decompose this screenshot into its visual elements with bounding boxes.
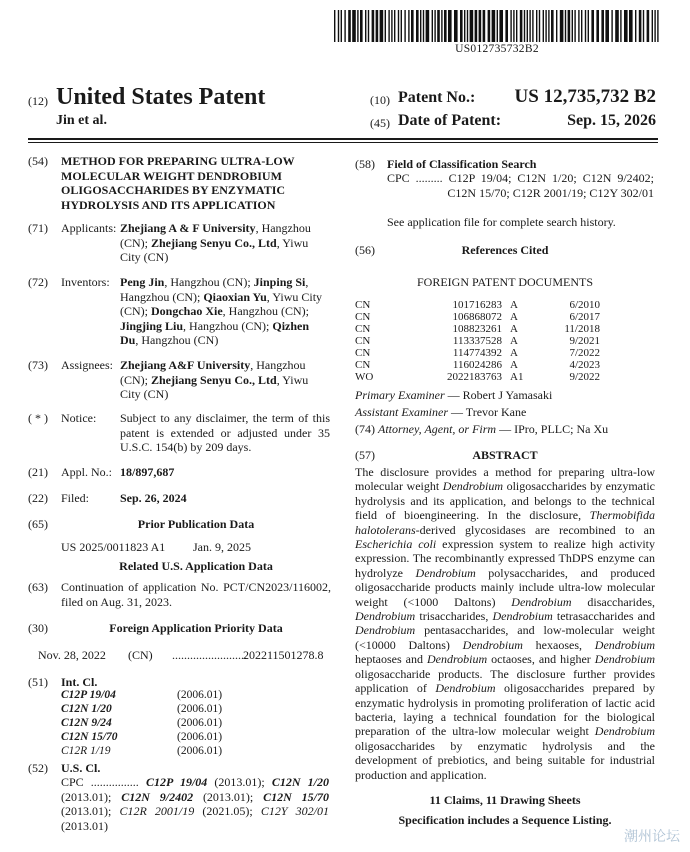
inventor-location: , Hangzhou (CN); (164, 275, 254, 289)
code-54: (54) (28, 154, 48, 168)
ref-date: 6/2010 (569, 299, 600, 311)
ref-number: 101716283 (452, 299, 502, 311)
primary-examiner (355, 388, 552, 403)
ref-number: 108823261 (452, 323, 502, 335)
reference-row (355, 359, 600, 371)
field-search-note: See application file for complete search history. (387, 215, 616, 229)
ref-kind: A (510, 299, 518, 311)
ref-country: CN (355, 299, 371, 311)
code-74: (74) (355, 422, 375, 436)
inventor-location: , Hangzhou (CN) (135, 333, 219, 347)
related-head: Related U.S. Application Data (119, 559, 273, 573)
abstract-italic-term: Dendrobium (442, 479, 503, 494)
abstract-segment: octaoses, and higher (487, 652, 595, 667)
assignee-location: , Yiwu City (CN) (120, 372, 309, 401)
cpc-code: C12N 9/2402 (121, 789, 194, 804)
abstract-segment: -derived glycosidases are recombined to an (415, 522, 655, 537)
document-title: United States Patent (56, 84, 266, 110)
primary-examiner-label: Primary Examiner (355, 388, 445, 402)
code-65: (65) (28, 517, 48, 531)
ref-kind: A (510, 311, 518, 323)
fp-country: (CN) (128, 648, 153, 662)
abstract-segment: The disclosure provides a method for preparing ultra-low molecular weight (355, 465, 655, 494)
inventor-name: Peng Jin (120, 275, 165, 289)
ref-number: 116024286 (452, 359, 502, 371)
filed-label: Filed: (61, 491, 90, 505)
inventor-location: , Hangzhou (CN); (222, 304, 309, 318)
intcl-head: Int. Cl. (61, 675, 98, 689)
assignee-name: Zhejiang Senyu Co., Ltd (151, 372, 277, 387)
code-58: (58) (355, 157, 375, 171)
intcl-row (61, 730, 222, 744)
inventors-value (120, 275, 330, 348)
code-45: (45) (370, 116, 390, 130)
filed-date: Sep. 26, 2024 (120, 491, 187, 505)
abstract-segment: trisaccharides, (415, 609, 493, 624)
abstract-italic-term: Dendrobium (462, 637, 523, 652)
inventor-location: , Hangzhou (CN); (183, 318, 273, 333)
ref-country: CN (355, 359, 371, 371)
attorney-name: — IPro, PLLC; Na Xu (496, 422, 609, 436)
abstract-italic-term: Dendrobium (492, 609, 553, 624)
intcl-row (61, 716, 222, 730)
abstract-segment: oligosaccharides by enzymatic hydrolysis and the development of prebiotics, and being suitable for industrial production and application. (355, 738, 655, 782)
cpc-version: (2013.01); (61, 804, 120, 818)
abstract-text (355, 465, 655, 782)
intcl-row (61, 744, 222, 758)
reference-row (355, 335, 600, 347)
cpc-code: C12N 15/70 (263, 789, 330, 804)
assistant-examiner (355, 405, 526, 420)
inventor-location: , Hangzhou (CN); (120, 275, 309, 304)
abstract-segment: polysaccharides, and produced oligosaccharide products mainly include ultra-low molecular weight (<1000 Daltons) (355, 565, 655, 609)
inventor-name: Dongchao Xie (151, 304, 223, 318)
assignees-label: Assignees: (61, 358, 113, 372)
code-52: (52) (28, 761, 48, 775)
appl-no: 18/897,687 (120, 465, 175, 479)
intcl-version: (2006.01) (177, 731, 223, 743)
intcl-row (61, 688, 222, 702)
fp-number: 202211501278.8 (243, 648, 324, 662)
ref-country: CN (355, 347, 371, 359)
ref-number: 114774392 (452, 347, 502, 359)
header-rule-thin (28, 142, 658, 143)
cpc-label: CPC ................ (61, 775, 139, 789)
applicant-name: Zhejiang Senyu Co., Ltd (151, 235, 277, 250)
uscl-cpc (61, 775, 329, 833)
code-73: (73) (28, 358, 48, 372)
intcl-version: (2006.01) (177, 703, 223, 715)
abstract-italic-term: Dendrobium (511, 594, 572, 609)
reference-row (355, 299, 600, 311)
abstract-segment: oligosaccharides by enzymatic hydrolysis and its application, and belongs to the technical field of bioengineering. In the disclosure, (355, 479, 655, 523)
primary-examiner-name: — Robert J Yamasaki (444, 388, 553, 402)
fp-dots: ......................... (172, 648, 247, 662)
cpc-code: C12R 2001/19 (119, 804, 195, 818)
abstract-segment: disaccharides, (571, 594, 655, 609)
abstract-italic-term: Dendrobium (355, 623, 416, 638)
abstract-italic-term: Dendrobium (426, 652, 488, 667)
inventors-label: Inventors: (61, 275, 110, 289)
ref-date: 6/2017 (569, 311, 600, 323)
applicant-location: , Hangzhou (CN); (120, 221, 311, 250)
cpc-version: (2021.05); (194, 804, 261, 818)
code-21: (21) (28, 465, 48, 479)
code-51: (51) (28, 675, 48, 689)
notice-text: Subject to any disclaimer, the term of this patent is extended or adjusted under 35 U.S.C. 154(b) by 209 days. (120, 411, 330, 454)
code-30: (30) (28, 621, 48, 635)
intcl-version: (2006.01) (177, 717, 223, 729)
assignee-name: Zhejiang A&F University (120, 358, 251, 372)
intcl-code: C12N 1/20 (61, 703, 112, 715)
code-22: (22) (28, 491, 48, 505)
applicant-name: Zhejiang A & F University (120, 221, 256, 235)
inventor-name: Jingjing Liu (120, 318, 184, 333)
prior-pub-number: US 2025/0011823 A1 (61, 540, 166, 554)
abstract-segment: expression system to realize high activity expression. The recombinantly expressed ThDPS enzyme can hydrolyze (355, 537, 656, 580)
ref-date: 4/2023 (569, 359, 600, 371)
uscl-head: U.S. Cl. (61, 761, 101, 775)
field-search-cpc: CPC ......... C12P 19/04; C12N 1/20; C12N 9/2402; C12N 15/70; C12R 2001/19; C12Y 302/01 (387, 171, 654, 200)
reference-row (355, 311, 600, 323)
cpc-version: (2013.01); (61, 789, 122, 804)
ref-number: 106868072 (452, 311, 502, 323)
ref-date: 9/2022 (569, 371, 600, 383)
abstract-italic-term: Escherichia coli (355, 537, 437, 552)
ref-country: CN (355, 311, 371, 323)
references-table (355, 299, 600, 383)
code-notice: ( * ) (28, 411, 48, 425)
reference-row (355, 347, 600, 359)
abstract-italic-term: Dendrobium (594, 652, 655, 667)
sequence-listing-note: Specification includes a Sequence Listing. (398, 813, 612, 827)
ref-kind: A (510, 347, 518, 359)
date-label: Date of Patent: (398, 112, 502, 129)
references-head: References Cited (461, 243, 549, 257)
abstract-segment: tetrasaccharides and (552, 609, 655, 624)
abstract-segment: oligosaccharide products. The disclosure further provides application of (355, 666, 655, 696)
ref-country: CN (355, 323, 371, 335)
abstract-italic-term: Dendrobium (594, 637, 655, 652)
prior-pub-date: Jan. 9, 2025 (193, 540, 251, 554)
prior-pub-head: Prior Publication Data (137, 517, 255, 531)
ref-date: 7/2022 (569, 347, 600, 359)
assignee-location: , Hangzhou (CN); (120, 358, 306, 387)
field-search-head: Field of Classification Search (387, 157, 537, 171)
inventor-name: Qizhen Du (120, 318, 310, 347)
abstract-italic-term: Dendrobium (415, 565, 476, 580)
ref-kind: A1 (510, 371, 524, 383)
invention-title: METHOD FOR PREPARING ULTRA-LOW MOLECULAR WEIGHT DENDROBIUM OLIGOSACCHARIDES BY ENZYMATIC HYDROLYSIS AND ITS APPLICATION (61, 154, 295, 212)
ref-number: 113337528 (452, 335, 502, 347)
cpc-code: C12Y 302/01 (260, 804, 330, 818)
cpc-code: C12P 19/04 (145, 775, 208, 789)
abstract-italic-term: Dendrobium (594, 724, 655, 739)
watermark-logo: 潮州论坛 (624, 829, 680, 845)
applicants-value (120, 221, 330, 265)
assignees-value (120, 358, 330, 402)
abstract-segment: pentasaccharides, and low-molecular weight (<10000 Daltons) (355, 623, 655, 652)
patent-date: Sep. 15, 2026 (567, 112, 656, 129)
ref-kind: A (510, 323, 518, 335)
code-56: (56) (355, 243, 375, 257)
inventor-location: , Yiwu City (CN); (120, 289, 323, 318)
intcl-code: C12P 19/04 (61, 689, 116, 701)
reference-row (355, 371, 600, 383)
abstract-segment: heptaoses and (355, 652, 427, 667)
notice-label: Notice: (61, 411, 97, 425)
intcl-row (61, 702, 222, 716)
code-72: (72) (28, 275, 48, 289)
applicant-location: , Yiwu City (CN) (120, 235, 309, 264)
barcode-number: US012735732B2 (455, 43, 539, 55)
abstract-italic-term: Dendrobium (435, 681, 496, 696)
ref-date: 11/2018 (564, 323, 600, 335)
assistant-examiner-name: — Trevor Kane (448, 405, 527, 419)
code-63: (63) (28, 580, 48, 594)
abstract-segment: oligosaccharides prepared by enzymatic hydrolysis in promoting proliferation of lactic acid bacteria, laying a technical foundation for the biological preparation of the ultra-low molecular weight (355, 681, 655, 739)
reference-row (355, 323, 600, 335)
abstract-italic-term: Dendrobium (355, 609, 416, 624)
ref-country: WO (355, 371, 374, 383)
ref-number: 2022183763 (447, 371, 502, 383)
abstract-italic-term: Thermobifida halotolerans (355, 508, 655, 537)
cpc-version: (2013.01); (193, 789, 264, 804)
inventors-short: Jin et al. (56, 113, 107, 128)
cpc-version: (2013.01) (61, 818, 108, 833)
barcode (334, 10, 660, 42)
cpc-version: (2013.01); (207, 775, 272, 789)
continuation-text: Continuation of application No. PCT/CN2023/116002, filed on Aug. 31, 2023. (61, 580, 331, 609)
applicants-label: Applicants: (61, 221, 117, 235)
assistant-examiner-label: Assistant Examiner (355, 405, 448, 419)
code-57: (57) (355, 448, 375, 462)
intcl-version: (2006.01) (177, 745, 223, 757)
foreign-docs-head: FOREIGN PATENT DOCUMENTS (416, 275, 594, 289)
code-10: (10) (370, 93, 390, 107)
code-12: (12) (28, 94, 48, 108)
foreign-priority-head: Foreign Application Priority Data (109, 621, 283, 635)
code-71: (71) (28, 221, 48, 235)
ref-kind: A (510, 335, 518, 347)
patent-number: US 12,735,732 B2 (514, 86, 656, 107)
intcl-code: C12R 1/19 (61, 745, 111, 757)
claims-sheets: 11 Claims, 11 Drawing Sheets (429, 793, 581, 807)
attorney-label: Attorney, Agent, or Firm (378, 422, 497, 436)
header-rule-thick (28, 138, 658, 140)
ref-date: 9/2021 (569, 335, 600, 347)
ref-kind: A (510, 359, 518, 371)
inventor-name: Qiaoxian Yu (203, 289, 267, 304)
fp-date: Nov. 28, 2022 (38, 648, 106, 662)
appl-no-label: Appl. No.: (61, 465, 112, 479)
abstract-head: ABSTRACT (472, 448, 538, 462)
attorney (355, 422, 608, 437)
ref-country: CN (355, 335, 371, 347)
cpc-code: C12N 1/20 (271, 775, 330, 789)
intcl-version: (2006.01) (177, 689, 223, 701)
intcl-code: C12N 15/70 (61, 731, 118, 743)
intcl-table (61, 688, 222, 758)
inventor-name: Jinping Si (253, 275, 306, 289)
patent-no-label: Patent No.: (398, 89, 476, 106)
intcl-code: C12N 9/24 (61, 717, 112, 729)
abstract-segment: hexaoses, (522, 637, 595, 652)
